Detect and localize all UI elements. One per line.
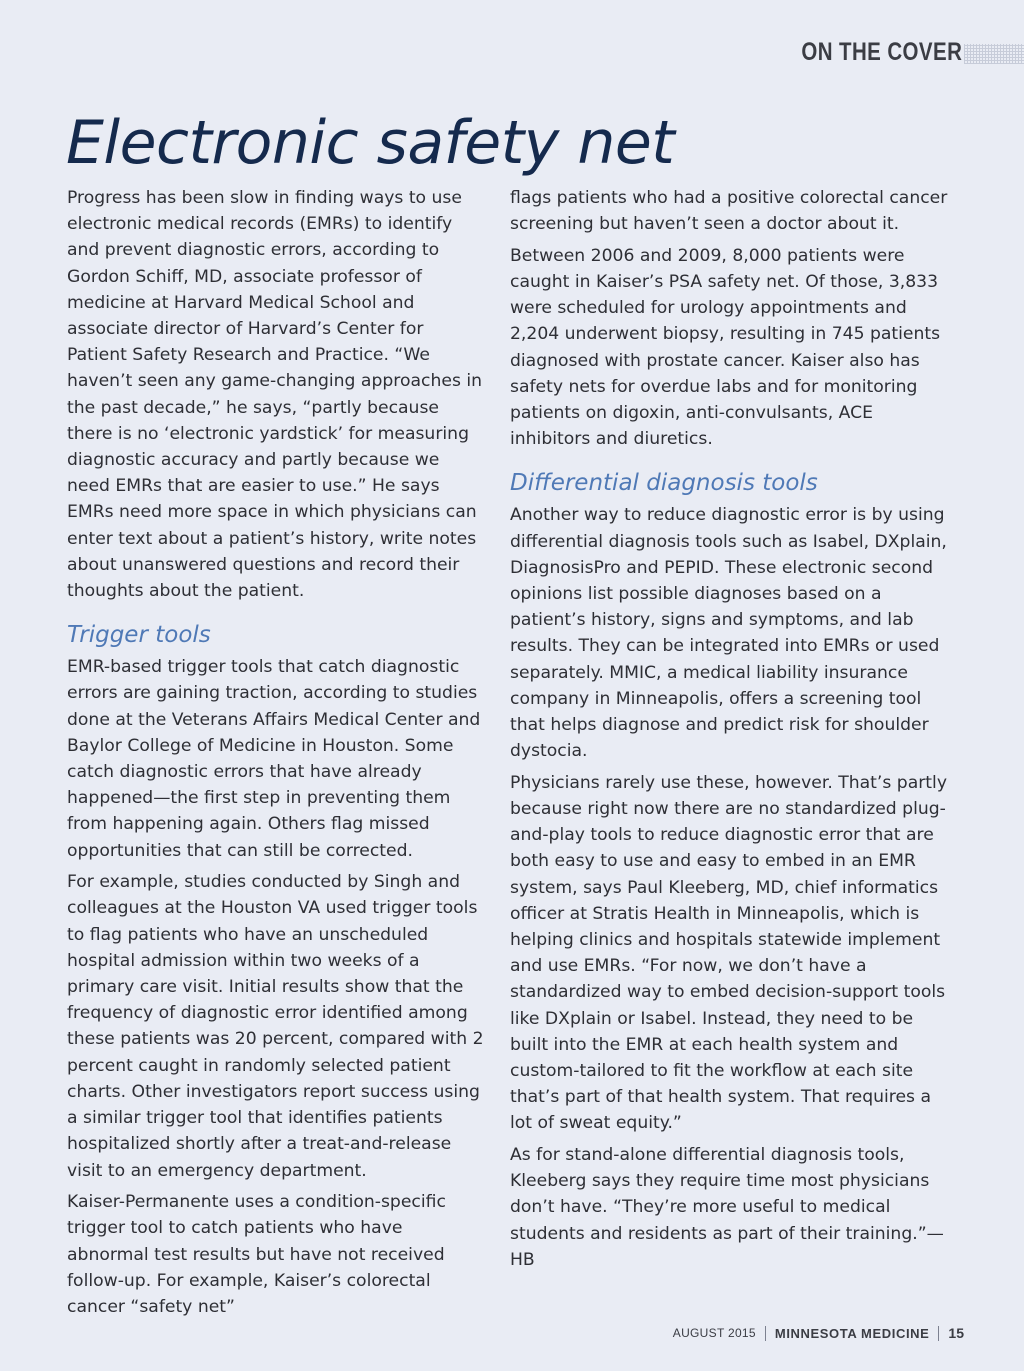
- section-label: ON THE COVER: [801, 38, 962, 66]
- page-number: 15: [948, 1325, 964, 1341]
- subheading-differential-diagnosis-tools: Differential diagnosis tools: [510, 470, 818, 497]
- body-paragraph: Progress has been slow in finding ways to use electronic medical records (EMRs) to identify and prevent diagnostic errors, according to Gordon Schiff, MD, associate professor of medicine at Harvard Medical School and associate director of Harvard’s Center for Patient Safety Research and Practice. “We haven’t seen any game-changing approaches in the past decade,” he says, “partly because there is no ‘electronic yardstick’ for measuring diagnostic accuracy and partly because we need EMRs that are easier to use.” He says EMRs need more space in which physicians can enter text about a patient’s history, write notes about unanswered questions and record their thoughts about the patient.: [67, 188, 483, 602]
- body-paragraph: Between 2006 and 2009, 8,000 patients were caught in Kaiser’s PSA safety net. Of those, 3,833 were scheduled for urology appointments and 2,204 underwent biopsy, resulting in 745 patients diagnosed with prostate cancer. Kaiser also has safety nets for overdue labs and for monitoring patients on digoxin, anti-convulsants, ACE inhibitors and diuretics.: [510, 245, 941, 450]
- body-paragraph: Kaiser-Permanente uses a condition-specific trigger tool to catch patients who have abnormal test results but have not received follow-up. For example, Kaiser’s colorectal cancer “safety net”: [67, 1192, 446, 1317]
- body-paragraph: EMR-based trigger tools that catch diagnostic errors are gaining traction, according to studies done at the Veterans Affairs Medical Center and Baylor College of Medicine in Houston. Some catch diagnostic errors that have already happened—the first step in preventing them from happening again. Others flag missed opportunities that can still be corrected.: [67, 657, 481, 861]
- footer-divider: [765, 1326, 766, 1341]
- body-paragraph: flags patients who had a positive colorectal cancer screening but haven’t seen a doctor about it.: [510, 188, 948, 235]
- footer-divider: [938, 1326, 939, 1341]
- left-column: [67, 185, 487, 1326]
- subheading-trigger-tools: Trigger tools: [67, 622, 211, 649]
- body-paragraph: Physicians rarely use these, however. That’s partly because right now there are no standardized plug-and-play tools to reduce diagnostic error that are both easy to use and easy to embed in an EMR system, says Paul Kleeberg, MD, chief informatics officer at Stratis Health in Minneapolis, which is helping clinics and hospitals statewide implement and use EMRs. “For now, we don’t have a standardized way to embed decision-support tools like DXplain or Isabel. Instead, they need to be built into the EMR at each health system and custom-tailored to fit the workflow at each site that’s part of that health system. That requires a lot of sweat equity.”: [510, 772, 947, 1134]
- magazine-name: MINNESOTA MEDICINE: [774, 1325, 930, 1341]
- issue-date: AUGUST 2015: [672, 1326, 756, 1340]
- body-paragraph: For example, studies conducted by Singh and colleagues at the Houston VA used trigger tools to flag patients who have an unscheduled hospital admission within two weeks of a primary care visit. Initial results show that the frequency of diagnostic error identified among these patients was 20 percent, compared with 2 percent caught in randomly selected patient charts. Other investigators report success using a similar trigger tool that identifies patients hospitalized shortly after a treat-and-release visit to an emergency department.: [67, 872, 484, 1181]
- page-footer: [673, 1325, 964, 1341]
- right-column: [510, 185, 950, 1278]
- body-paragraph: Another way to reduce diagnostic error is by using differential diagnosis tools such as Isabel, DXplain, DiagnosisPro and PEPID. These electronic second opinions list possible diagnoses based on a patient’s history, signs and symptoms, and lab results. They can be integrated into EMRs or used separately. MMIC, a medical liability insurance company in Minneapolis, offers a screening tool that helps diagnose and predict risk for shoulder dystocia.: [510, 505, 947, 762]
- section-header: [766, 38, 962, 67]
- decorative-hatch-pattern: [964, 44, 1024, 64]
- body-paragraph: As for stand-alone differential diagnosis tools, Kleeberg says they require time most physicians don’t have. “They’re more useful to medical students and residents as part of their training.”—HB: [510, 1145, 944, 1270]
- article-title: Electronic safety net: [66, 108, 675, 178]
